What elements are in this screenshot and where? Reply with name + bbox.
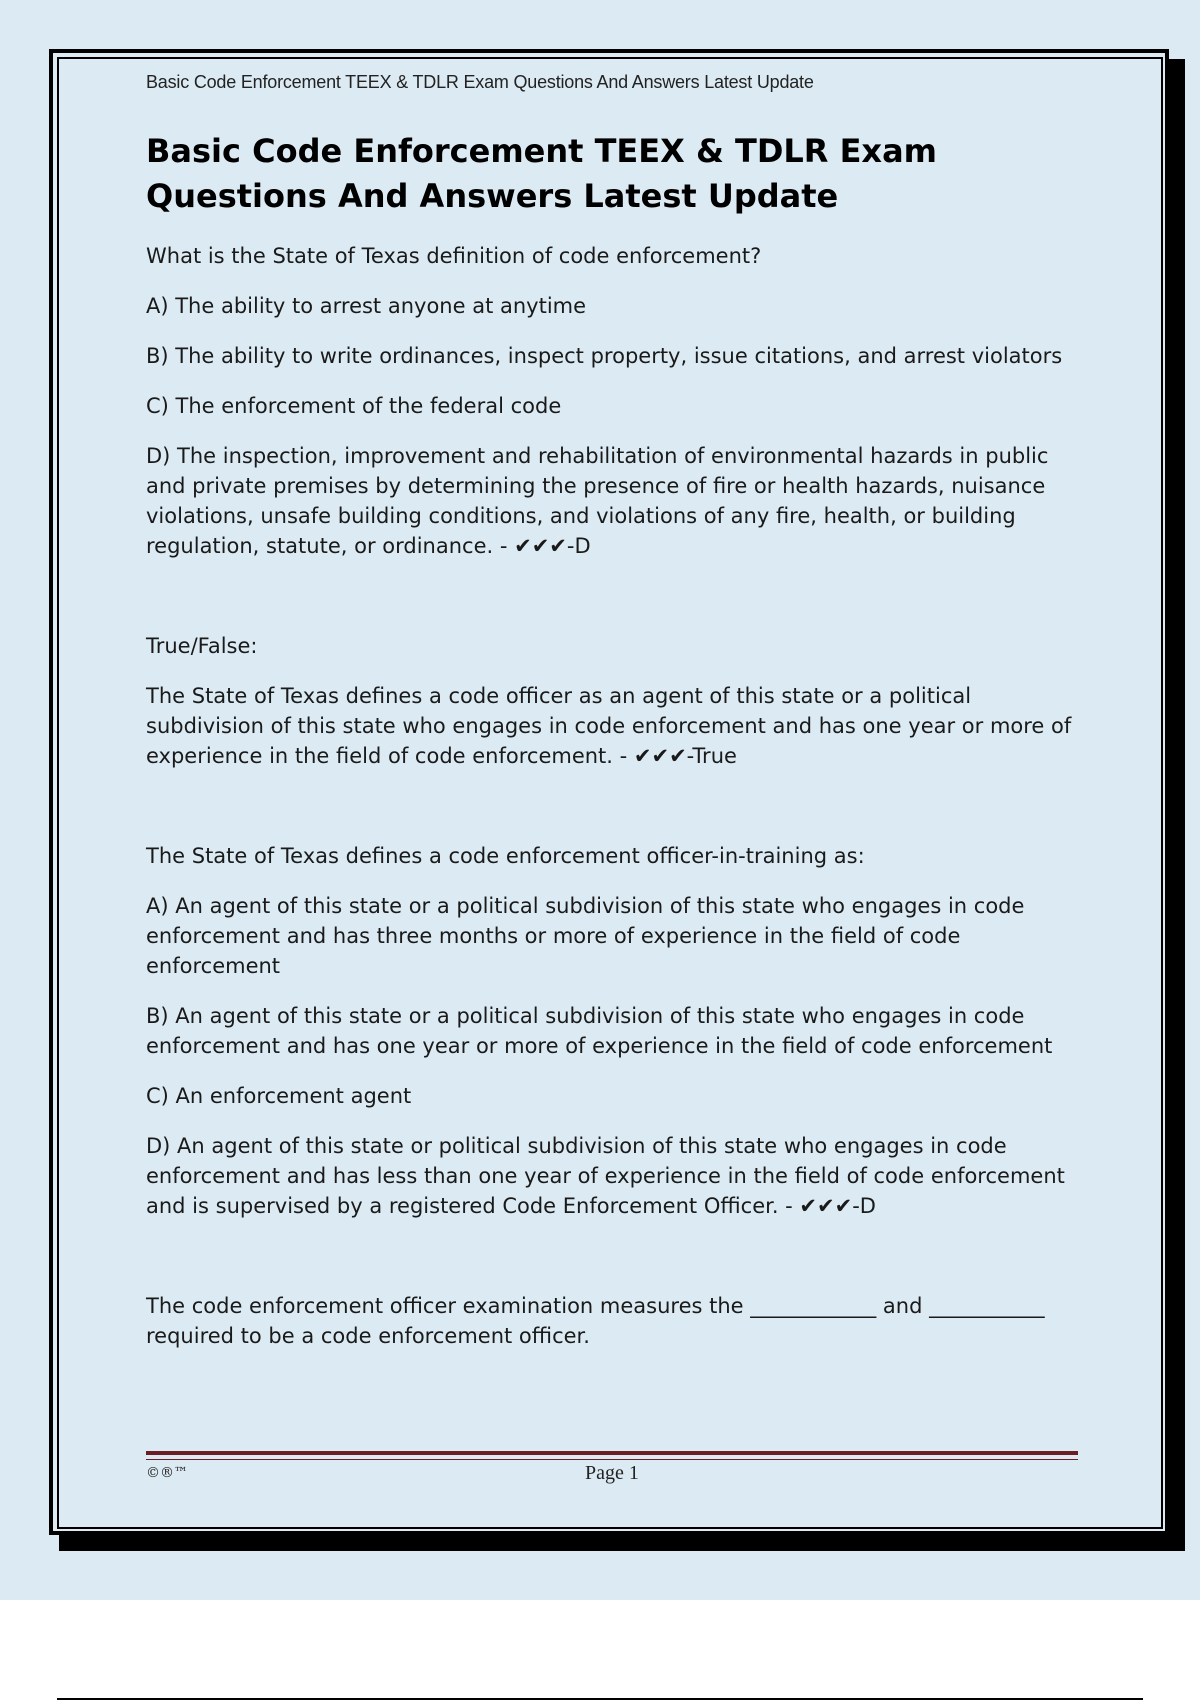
q1-option-a: A) The ability to arrest anyone at anytime [146,294,587,318]
document-body [146,72,1086,1371]
q1-option-b: B) The ability to write ordinances, inspect property, issue citations, and arrest violators [146,344,1063,368]
q2-label: True/False: [146,634,258,658]
footer-rule [146,1451,1078,1460]
spacer [146,581,1086,631]
footer-symbols: ©®™ [146,1465,188,1481]
q2-statement: The State of Texas defines a code officer as an agent of this state or a political subdivision of this state who engages in code enforcement and has one year or more of experience in the field of code enforcement. - ✔✔✔-True [146,684,1072,768]
q1-question: What is the State of Texas definition of code enforcement? [146,244,762,268]
q3-option-b: B) An agent of this state or a political subdivision of this state who engages in code enforcement and has one year or more of experience in the field of code enforcement [146,1004,1053,1058]
q4-question: The code enforcement officer examination measures the ____________ and ___________ required to be a code enforcement officer. [146,1294,1045,1348]
q1-option-c: C) The enforcement of the federal code [146,394,562,418]
q3-option-a: A) An agent of this state or a political subdivision of this state who engages in code enforcement and has three months or more of experience in the field of code enforcement [146,894,1025,978]
q3-option-c: C) An enforcement agent [146,1084,412,1108]
document-title: Basic Code Enforcement TEEX & TDLR Exam Questions And Answers Latest Update [146,132,937,215]
q3-option-d: D) An agent of this state or political subdivision of this state who engages in code enforcement and has less than one year of experience in the field of code enforcement and is supervised by a registered Code Enforcement Officer. - ✔✔✔-D [146,1134,1065,1218]
q1-option-d: D) The inspection, improvement and rehabilitation of environmental hazards in public and private premises by determining the presence of fire or health hazards, nuisance violations, unsafe building conditions, and violations of any fire, health, or building regulation, statute, or ordinance. - ✔✔✔-D [146,444,1049,558]
running-header: Basic Code Enforcement TEEX & TDLR Exam Questions And Answers Latest Update [146,72,814,92]
page-number: Page 1 [585,1462,639,1484]
spacer [146,1241,1086,1291]
q3-question: The State of Texas defines a code enforcement officer-in-training as: [146,844,865,868]
spacer [146,791,1086,841]
